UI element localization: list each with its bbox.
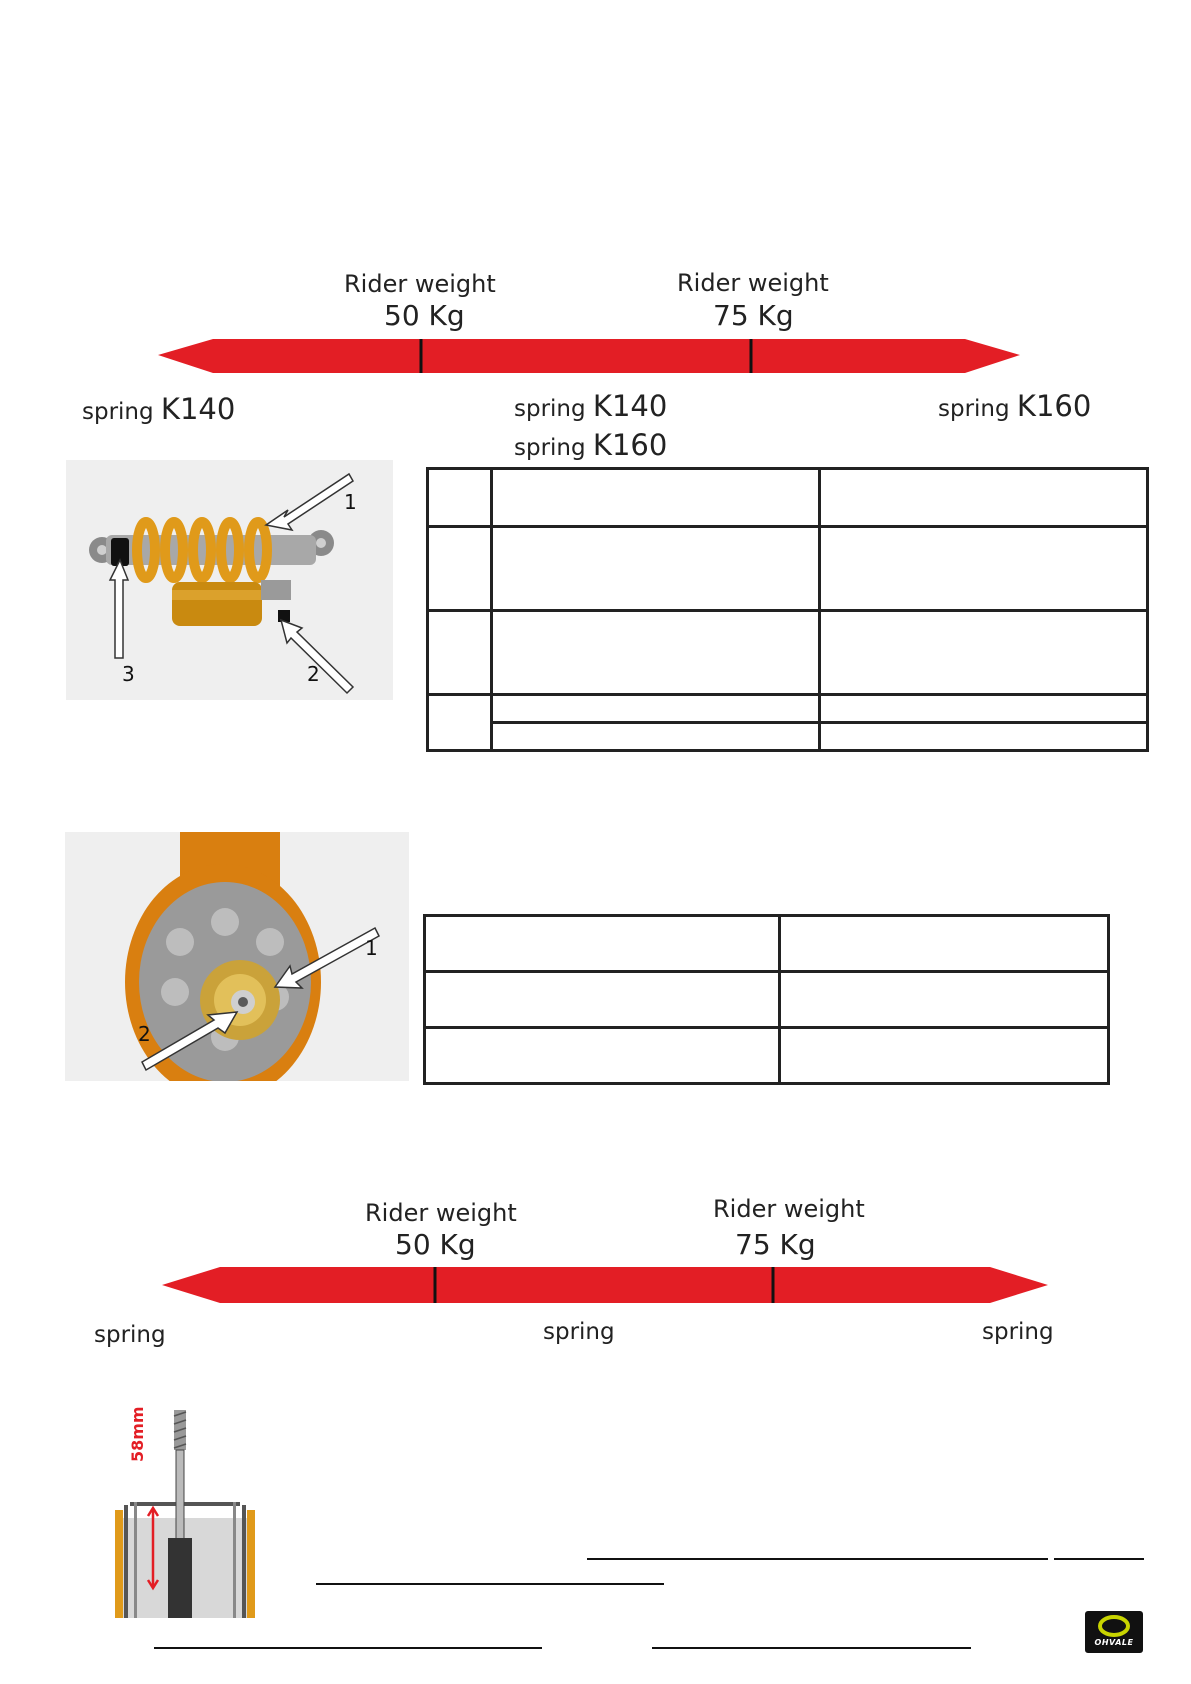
blank-field-line-5 [652,1647,971,1649]
ohvale-logo [1085,1611,1143,1653]
rider-weight-label-2: Rider weight [677,269,829,297]
rider-weight-value-1: 50 Kg [384,299,465,332]
fork-cap-image [65,832,409,1081]
table-cell [428,469,492,527]
table-row [425,916,1109,972]
shock-callout-2: 2 [307,662,320,686]
table-cell [425,1028,780,1084]
scale-bar-shape [158,339,1020,373]
table-cell [492,469,820,527]
shock-adjustment-table [426,467,1149,752]
spring-label-center-1: spring K140 [514,389,668,423]
rider-weight-value-3: 50 Kg [395,1228,476,1261]
spring-label-right: spring K160 [938,389,1092,423]
table-cell [425,972,780,1028]
table-cell [820,695,1148,723]
spring-label-right-2: spring [982,1319,1054,1345]
table-cell [492,611,820,695]
rider-weight-label-4: Rider weight [713,1195,865,1223]
table-cell [425,916,780,972]
blank-field-line-3 [316,1583,664,1585]
spring-label-center-2: spring K160 [514,428,668,462]
weight-scale-bar-1 [0,0,1191,420]
table-cell [820,527,1148,611]
table-cell [820,723,1148,751]
table-row [428,695,1148,723]
table-cell [428,611,492,695]
rider-weight-value-2: 75 Kg [713,299,794,332]
table-cell [428,527,492,611]
spring-label-left-2: spring [94,1322,166,1348]
table-row [425,1028,1109,1084]
table-row [428,527,1148,611]
weight-scale-bar-2 [0,1260,1191,1320]
fork-oil-level-diagram [110,1406,260,1620]
shock-callout-1: 1 [344,490,357,514]
spring-label-left: spring K140 [82,392,236,426]
rear-shock-photo [66,460,393,700]
table-cell [492,527,820,611]
fork-callout-1: 1 [365,936,378,960]
blank-field-line-4 [154,1647,542,1649]
shock-callout-3: 3 [122,662,135,686]
table-row [428,723,1148,751]
table-row [428,611,1148,695]
oil-level-dimension-label: 58mm [128,1406,147,1462]
table-row [425,972,1109,1028]
table-cell [780,916,1109,972]
fork-callout-2: 2 [138,1022,151,1046]
table-cell [780,1028,1109,1084]
table-cell [780,972,1109,1028]
ohvale-logo-text: OHVALE [1094,1638,1134,1647]
rider-weight-label-3: Rider weight [365,1199,517,1227]
table-row [428,469,1148,527]
fork-adjustment-table [423,914,1110,1085]
table-cell [428,695,492,751]
spring-label-center-3: spring [543,1319,615,1345]
rider-weight-label-1: Rider weight [344,270,496,298]
table-cell [820,469,1148,527]
rider-weight-value-4: 75 Kg [735,1228,816,1261]
blank-field-line-2 [1054,1558,1144,1560]
fork-cap-photo [65,832,409,1081]
table-cell [492,723,820,751]
table-cell [820,611,1148,695]
blank-field-line-1 [587,1558,1048,1560]
scale-bar-shape [162,1267,1048,1303]
table-cell [492,695,820,723]
